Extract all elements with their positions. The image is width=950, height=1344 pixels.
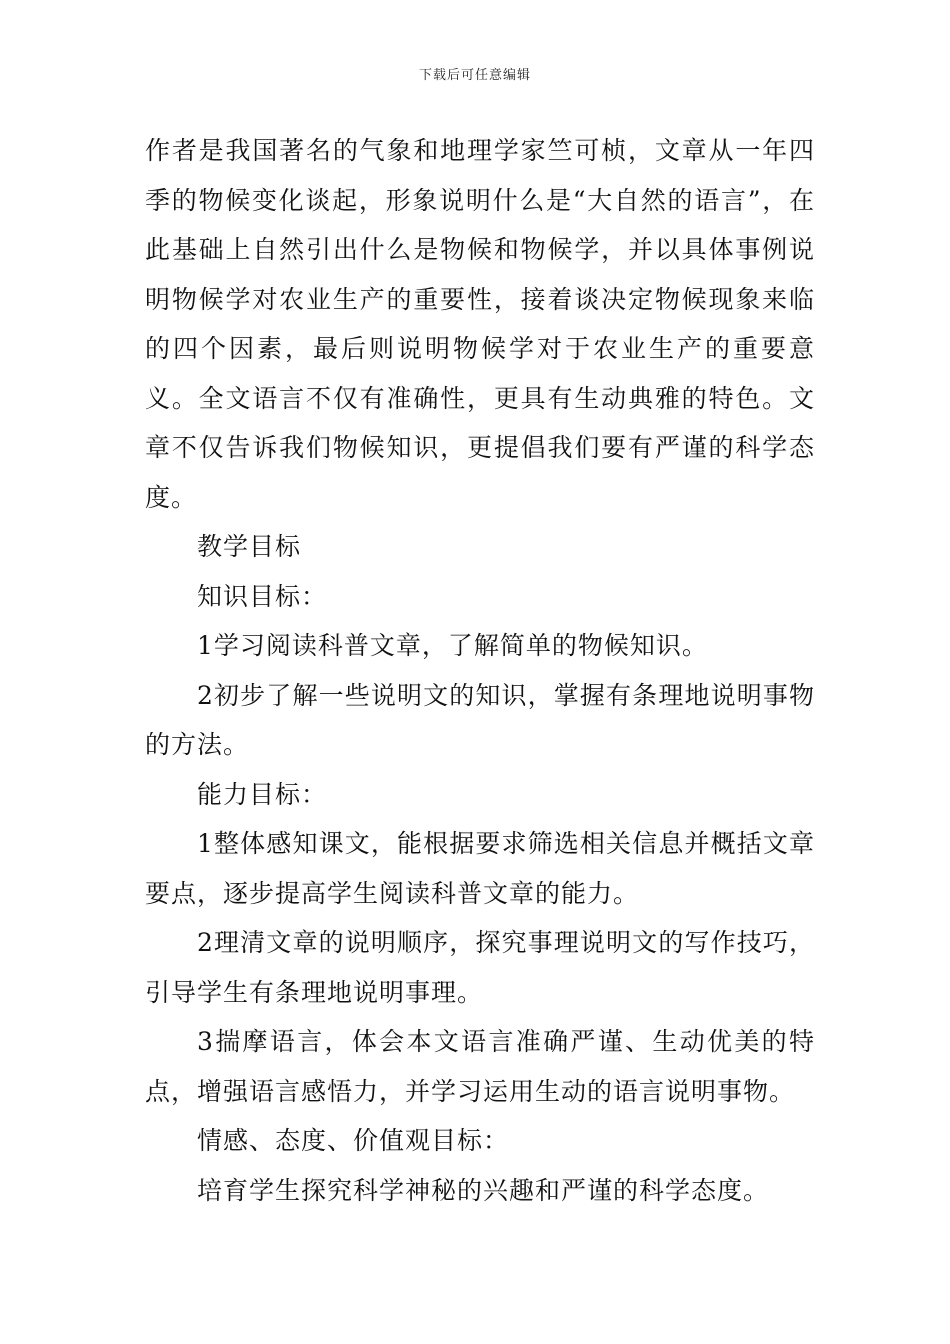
subheading-ability-goals: 能力目标： xyxy=(197,779,328,809)
ability-goal-3: 3揣摩语言，体会本文语言准确严谨、生动优美的特点，增强语言感悟力，并学习运用生动的语言说明事物。 xyxy=(145,1027,815,1106)
document-body xyxy=(145,126,815,1215)
ability-goal-2: 2理清文章的说明顺序，探究事理说明文的写作技巧，引导学生有条理地说明事理。 xyxy=(145,928,815,1007)
section-heading-teaching-goals: 教学目标 xyxy=(197,532,302,561)
subheading-knowledge-goals: 知识目标： xyxy=(197,581,328,611)
emotion-goal-1: 培育学生探究科学神秘的兴趣和严谨的科学态度。 xyxy=(197,1175,770,1205)
knowledge-goal-2: 2初步了解一些说明文的知识，掌握有条理地说明事物的方法。 xyxy=(145,680,815,759)
page-header: 下载后可任意编辑 xyxy=(418,68,531,83)
ability-goal-1: 1整体感知课文，能根据要求筛选相关信息并概括文章要点，逐步提高学生阅读科普文章的能力。 xyxy=(145,829,815,908)
intro-paragraph: 作者是我国著名的气象和地理学家竺可桢，文章从一年四季的物候变化谈起，形象说明什么是“大自然的语言”，在此基础上自然引出什么是物候和物候学，并以具体事例说明物候学对农业生产的重要性，接着谈决定物候现象来临的四个因素，最后则说明物候学对于农业生产的重要意义。全文语言不仅有准确性，更具有生动典雅的特色。文章不仅告诉我们物候知识，更提倡我们要有严谨的科学态度。 xyxy=(145,136,815,512)
subheading-emotion-goals: 情感、态度、价值观目标： xyxy=(197,1126,510,1155)
knowledge-goal-1: 1学习阅读科普文章，了解简单的物候知识。 xyxy=(197,631,708,660)
